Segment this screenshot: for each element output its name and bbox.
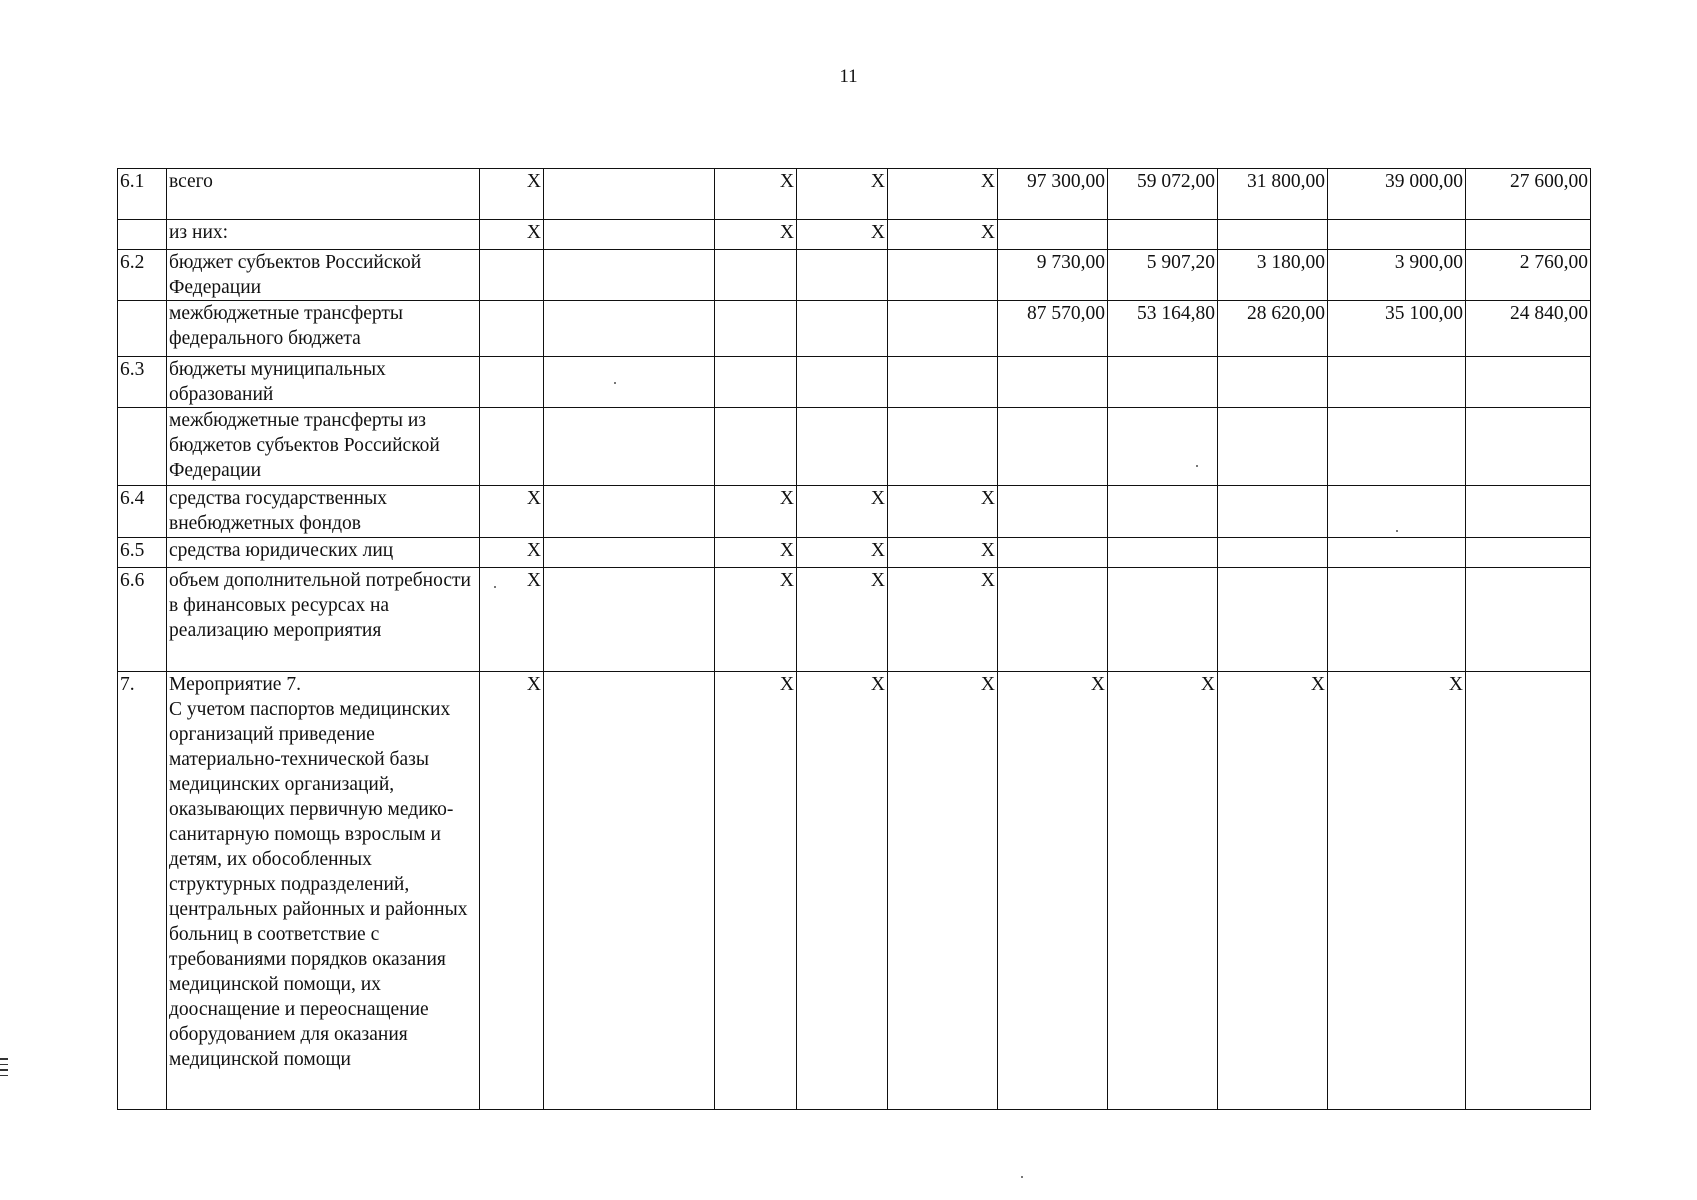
table-cell bbox=[1218, 568, 1328, 672]
table-cell bbox=[797, 357, 888, 408]
page-number: 11 bbox=[839, 66, 858, 87]
table-cell bbox=[715, 301, 797, 357]
row-name: средства юридических лиц bbox=[167, 538, 480, 568]
row-name: бюджеты муниципальных образований bbox=[167, 357, 480, 408]
table-cell: X bbox=[998, 672, 1108, 1110]
table-cell bbox=[1218, 408, 1328, 486]
table-row bbox=[118, 357, 1591, 408]
scan-speck bbox=[494, 586, 496, 588]
table-cell: X bbox=[797, 538, 888, 568]
table-cell bbox=[998, 408, 1108, 486]
scan-edge-marks bbox=[0, 1058, 8, 1080]
table-cell bbox=[715, 408, 797, 486]
table-cell bbox=[1466, 220, 1591, 250]
table-cell: X bbox=[1108, 672, 1218, 1110]
table-cell bbox=[1218, 486, 1328, 538]
row-name: средства государственных внебюджетных фондов bbox=[167, 486, 480, 538]
table-row bbox=[118, 169, 1591, 220]
table-cell bbox=[1466, 486, 1591, 538]
table-cell bbox=[1218, 220, 1328, 250]
row-name: Мероприятие 7. С учетом паспортов медицинских организаций приведение материально-технической базы медицинских организаций, оказывающих первичную медико-санитарную помощь взрослым и детям, их обособленных структурных подразделений, центральных районных и районных больниц в соответствие с требованиями порядков оказания медицинской помощи, их дооснащение и переоснащение оборудованием для оказания медицинской помощи bbox=[167, 672, 480, 1110]
table-cell bbox=[1108, 408, 1218, 486]
table-cell bbox=[1466, 568, 1591, 672]
table-cell bbox=[1218, 357, 1328, 408]
table-cell bbox=[888, 250, 998, 301]
table-cell: X bbox=[797, 220, 888, 250]
row-code: 6.5 bbox=[118, 538, 167, 568]
table-cell bbox=[998, 538, 1108, 568]
table-cell: X bbox=[715, 538, 797, 568]
table-row bbox=[118, 568, 1591, 672]
table-cell: 5 907,20 bbox=[1108, 250, 1218, 301]
table-cell bbox=[1466, 408, 1591, 486]
table-cell bbox=[1328, 220, 1466, 250]
table-cell bbox=[797, 301, 888, 357]
table-cell bbox=[544, 568, 715, 672]
table-cell bbox=[1466, 672, 1591, 1110]
table-cell: 27 600,00 bbox=[1466, 169, 1591, 220]
table-cell bbox=[544, 486, 715, 538]
table-cell: X bbox=[797, 568, 888, 672]
row-code: 6.4 bbox=[118, 486, 167, 538]
table-cell: X bbox=[1328, 672, 1466, 1110]
table-cell bbox=[1328, 408, 1466, 486]
table-cell: X bbox=[715, 486, 797, 538]
table-cell: 31 800,00 bbox=[1218, 169, 1328, 220]
table-cell bbox=[797, 250, 888, 301]
table-cell: X bbox=[888, 486, 998, 538]
table-cell: X bbox=[715, 672, 797, 1110]
table-cell: 53 164,80 bbox=[1108, 301, 1218, 357]
scan-speck bbox=[1021, 1176, 1023, 1178]
row-code bbox=[118, 220, 167, 250]
table-cell bbox=[998, 357, 1108, 408]
table-cell: X bbox=[888, 672, 998, 1110]
table-cell bbox=[998, 568, 1108, 672]
table-cell: 87 570,00 bbox=[998, 301, 1108, 357]
table-cell: X bbox=[797, 169, 888, 220]
table-cell bbox=[544, 220, 715, 250]
row-code bbox=[118, 301, 167, 357]
table-cell bbox=[544, 357, 715, 408]
table-cell: X bbox=[480, 568, 544, 672]
table-cell: X bbox=[480, 220, 544, 250]
row-name: бюджет субъектов Российской Федерации bbox=[167, 250, 480, 301]
table-cell bbox=[715, 357, 797, 408]
table-cell: 97 300,00 bbox=[998, 169, 1108, 220]
table-row bbox=[118, 220, 1591, 250]
row-name: всего bbox=[167, 169, 480, 220]
table-cell bbox=[1108, 538, 1218, 568]
table-cell: X bbox=[888, 538, 998, 568]
row-name: межбюджетные трансферты федерального бюджета bbox=[167, 301, 480, 357]
table-cell: X bbox=[797, 672, 888, 1110]
table-cell bbox=[998, 220, 1108, 250]
table-cell bbox=[888, 301, 998, 357]
table-cell: 24 840,00 bbox=[1466, 301, 1591, 357]
table-cell: X bbox=[715, 568, 797, 672]
table-cell: 28 620,00 bbox=[1218, 301, 1328, 357]
table-cell bbox=[1328, 357, 1466, 408]
table-cell: X bbox=[480, 538, 544, 568]
table-cell bbox=[544, 408, 715, 486]
table-cell: X bbox=[715, 169, 797, 220]
table-cell bbox=[797, 408, 888, 486]
row-name: межбюджетные трансферты из бюджетов субъектов Российской Федерации bbox=[167, 408, 480, 486]
table-cell: 35 100,00 bbox=[1328, 301, 1466, 357]
row-code bbox=[118, 408, 167, 486]
table-cell: 9 730,00 bbox=[998, 250, 1108, 301]
row-code: 6.6 bbox=[118, 568, 167, 672]
table-cell bbox=[1218, 538, 1328, 568]
scan-speck bbox=[1396, 530, 1398, 532]
table-cell: X bbox=[888, 169, 998, 220]
table-cell bbox=[544, 538, 715, 568]
table-cell: X bbox=[888, 220, 998, 250]
table-cell bbox=[480, 301, 544, 357]
table-body bbox=[118, 169, 1591, 1110]
table-cell bbox=[544, 250, 715, 301]
table-cell bbox=[544, 301, 715, 357]
table-cell bbox=[480, 250, 544, 301]
table-cell bbox=[1466, 538, 1591, 568]
table-cell: X bbox=[797, 486, 888, 538]
table-cell: 59 072,00 bbox=[1108, 169, 1218, 220]
row-code: 7. bbox=[118, 672, 167, 1110]
table-cell: X bbox=[1218, 672, 1328, 1110]
table-row bbox=[118, 301, 1591, 357]
table-cell bbox=[1108, 357, 1218, 408]
scan-speck bbox=[614, 382, 616, 384]
table-cell: X bbox=[480, 672, 544, 1110]
table-cell: X bbox=[480, 169, 544, 220]
table-cell bbox=[544, 169, 715, 220]
table-row bbox=[118, 486, 1591, 538]
table-cell: 39 000,00 bbox=[1328, 169, 1466, 220]
row-code: 6.1 bbox=[118, 169, 167, 220]
table-row bbox=[118, 672, 1591, 1110]
table-cell bbox=[544, 672, 715, 1110]
row-name: объем дополнительной потребности в финансовых ресурсах на реализацию мероприятия bbox=[167, 568, 480, 672]
table-cell: 3 180,00 bbox=[1218, 250, 1328, 301]
table-cell bbox=[1108, 486, 1218, 538]
scan-speck bbox=[1196, 465, 1198, 467]
table-cell: X bbox=[888, 568, 998, 672]
table-cell: X bbox=[480, 486, 544, 538]
table-cell bbox=[1108, 220, 1218, 250]
budget-table bbox=[117, 168, 1591, 1110]
table-cell bbox=[715, 250, 797, 301]
table-cell bbox=[888, 357, 998, 408]
row-code: 6.2 bbox=[118, 250, 167, 301]
row-name: из них: bbox=[167, 220, 480, 250]
table-cell bbox=[1466, 357, 1591, 408]
table-cell: 2 760,00 bbox=[1466, 250, 1591, 301]
table-cell bbox=[1328, 538, 1466, 568]
table-cell bbox=[480, 357, 544, 408]
table-cell bbox=[888, 408, 998, 486]
row-code: 6.3 bbox=[118, 357, 167, 408]
table-cell: 3 900,00 bbox=[1328, 250, 1466, 301]
table-cell bbox=[480, 408, 544, 486]
table-cell: X bbox=[715, 220, 797, 250]
table-row bbox=[118, 538, 1591, 568]
table-cell bbox=[1108, 568, 1218, 672]
table-row bbox=[118, 250, 1591, 301]
table-row bbox=[118, 408, 1591, 486]
table-cell bbox=[998, 486, 1108, 538]
table-cell bbox=[1328, 568, 1466, 672]
